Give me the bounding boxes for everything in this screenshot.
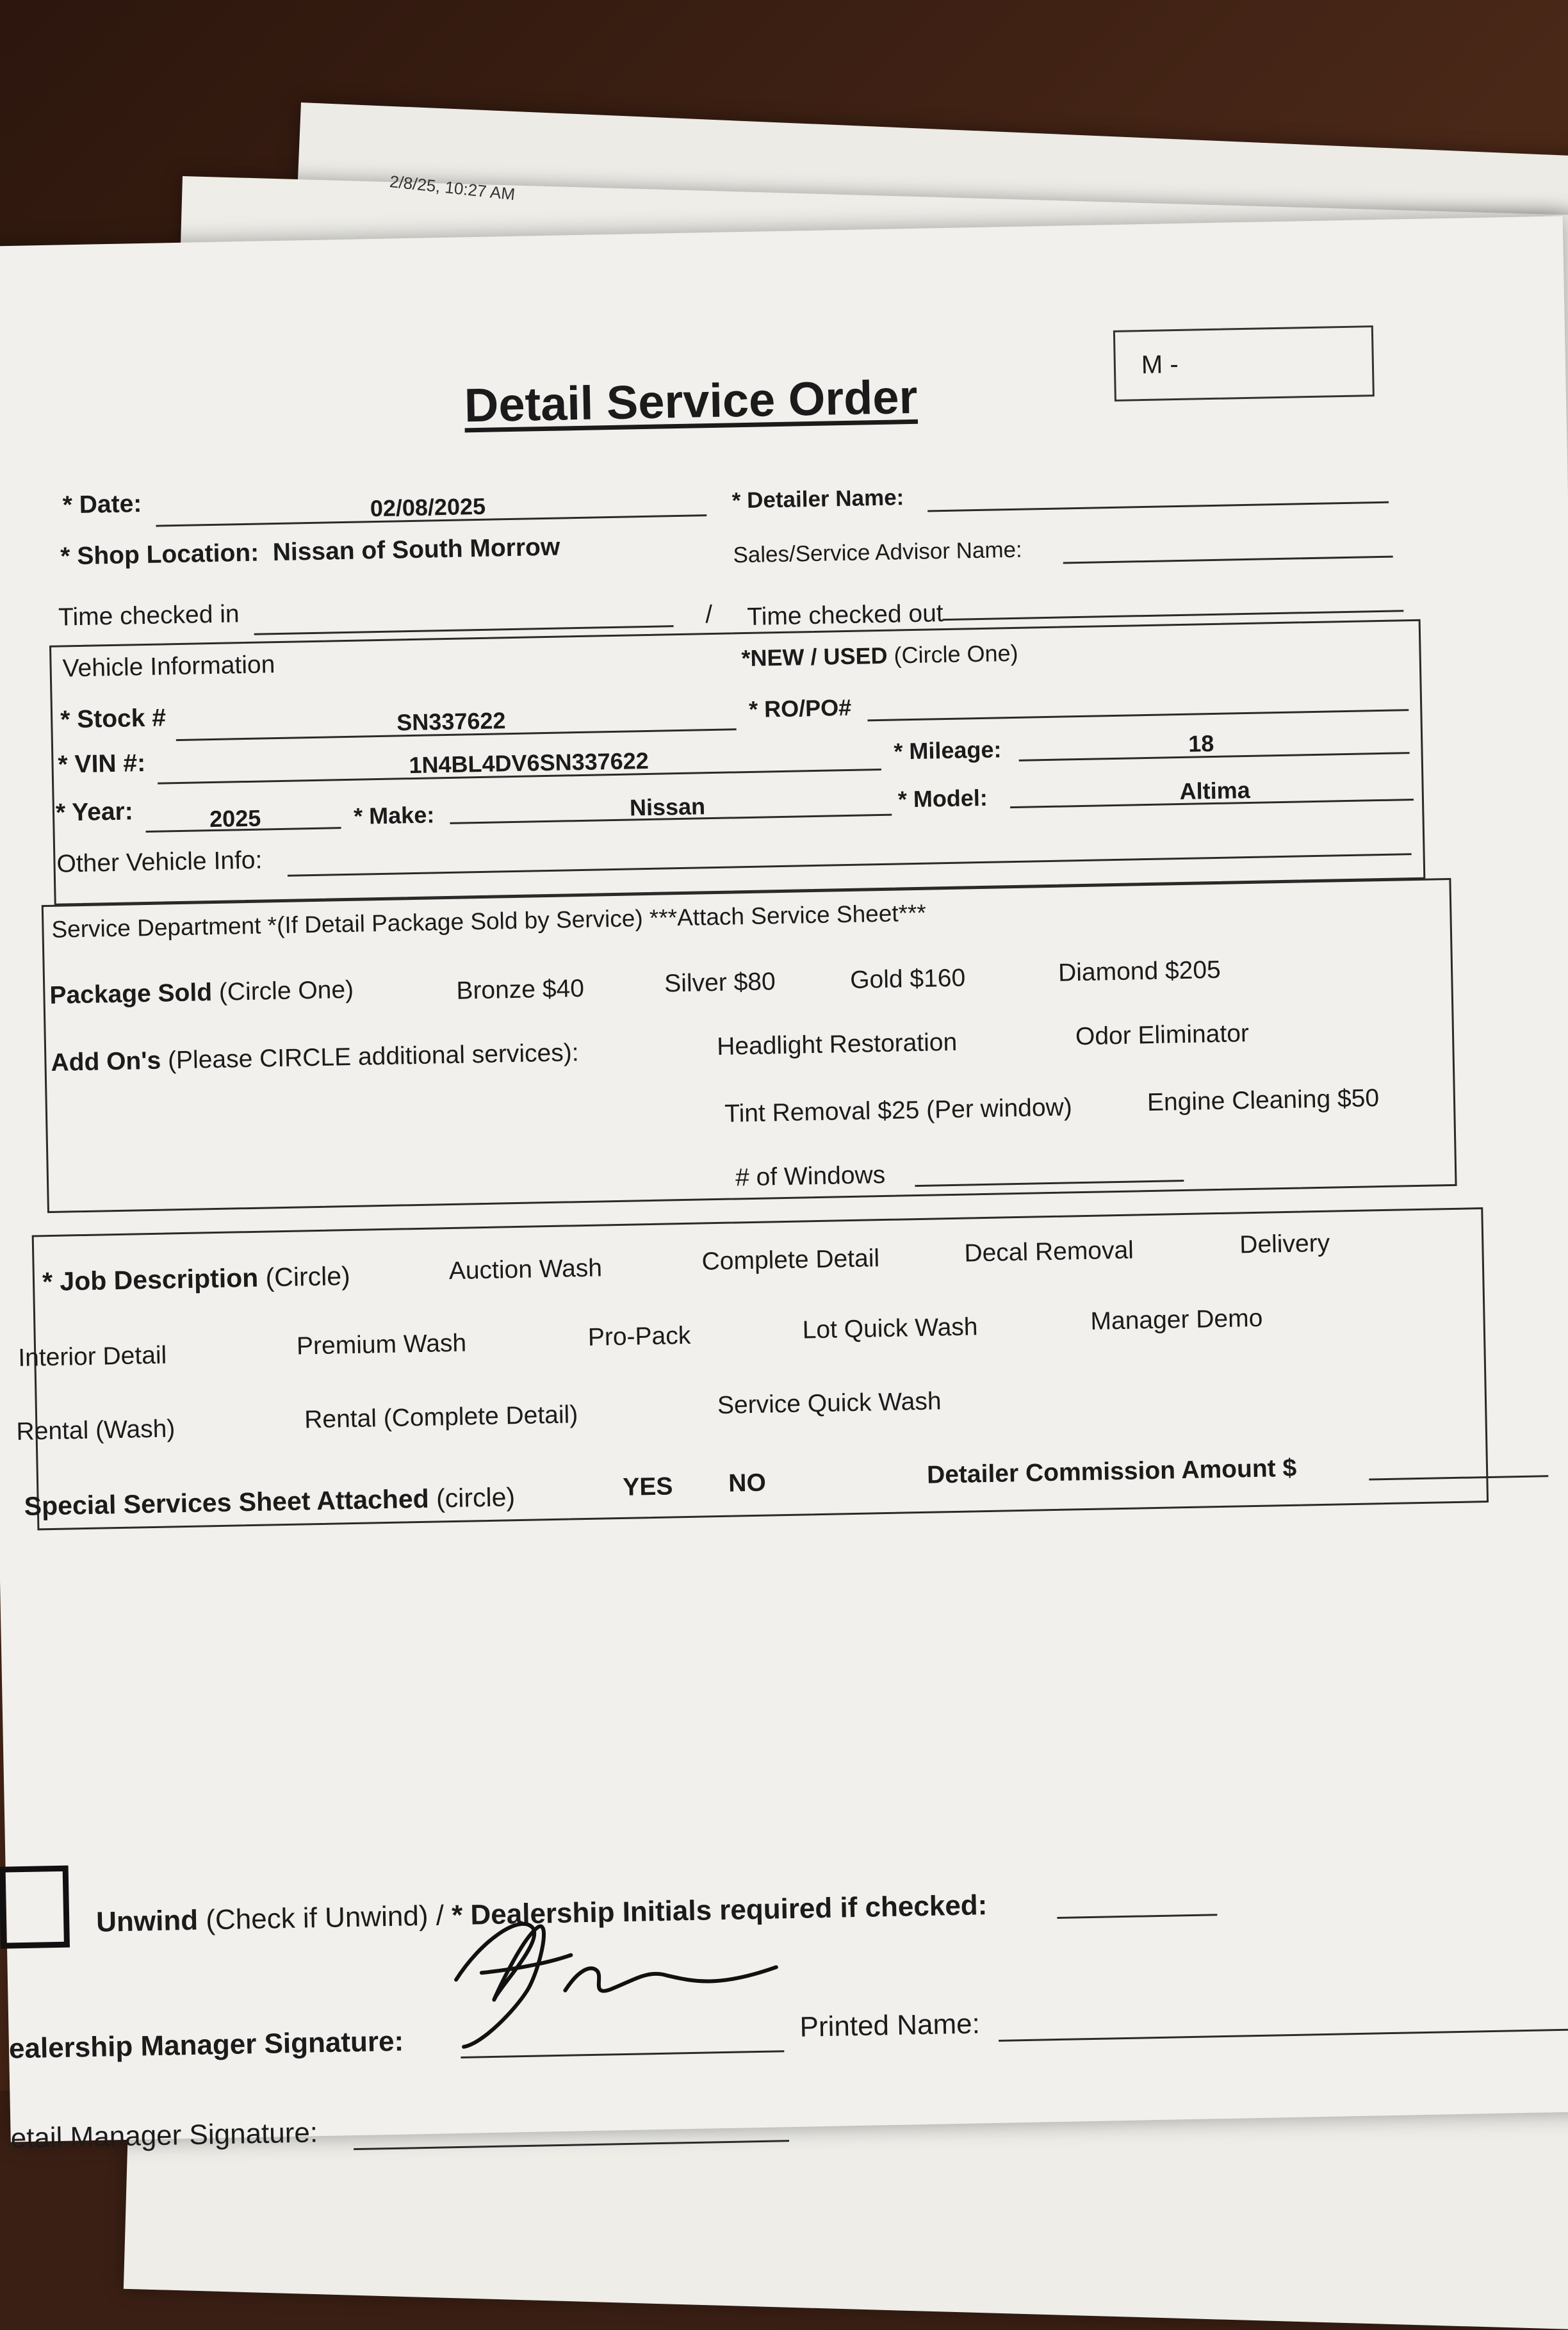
package-sold-note: (Circle One) bbox=[218, 975, 354, 1006]
dealer-manager-signature-line[interactable] bbox=[461, 2050, 784, 2058]
job-interior-detail[interactable]: Interior Detail bbox=[17, 1341, 167, 1373]
time-in-line[interactable] bbox=[254, 625, 674, 635]
special-services-yes[interactable]: YES bbox=[622, 1472, 673, 1501]
job-rental-complete-detail[interactable]: Rental (Complete Detail) bbox=[304, 1401, 578, 1434]
job-lot-quick-wash[interactable]: Lot Quick Wash bbox=[802, 1313, 978, 1344]
mileage-label: * Mileage: bbox=[894, 736, 1002, 765]
addons-note: (Please CIRCLE additional services): bbox=[167, 1039, 579, 1075]
unwind-initials-label: * Dealership Initials required if checked: bbox=[451, 1889, 988, 1932]
other-vehicle-info-label: Other Vehicle Info: bbox=[56, 846, 263, 878]
advisor-name-label: Sales/Service Advisor Name: bbox=[733, 537, 1023, 568]
new-used-note: (Circle One) bbox=[894, 639, 1018, 669]
detailer-name-line[interactable] bbox=[927, 501, 1389, 512]
package-sold-label bbox=[49, 976, 354, 1010]
job-decal-removal[interactable]: Decal Removal bbox=[964, 1236, 1134, 1267]
job-premium-wash[interactable]: Premium Wash bbox=[296, 1329, 467, 1360]
vin-label: * VIN #: bbox=[58, 749, 146, 779]
job-manager-demo[interactable]: Manager Demo bbox=[1090, 1304, 1263, 1335]
job-description-bold: * Job Description bbox=[42, 1262, 259, 1297]
special-services-bold: Special Services Sheet Attached bbox=[24, 1483, 430, 1521]
dealer-manager-signature-label: ealership Manager Signature: bbox=[8, 2025, 404, 2065]
job-delivery[interactable]: Delivery bbox=[1239, 1229, 1330, 1259]
job-rental-wash[interactable]: Rental (Wash) bbox=[16, 1415, 176, 1446]
new-used-options[interactable]: *NEW / USED bbox=[741, 642, 888, 672]
addons-bold: Add On's bbox=[51, 1047, 161, 1077]
addon-tint-removal[interactable]: Tint Removal $25 (Per window) bbox=[724, 1093, 1073, 1128]
package-sold-bold: Package Sold bbox=[49, 979, 213, 1009]
job-service-quick-wash[interactable]: Service Quick Wash bbox=[717, 1387, 942, 1420]
service-dept-header: Service Department *(If Detail Package Sold by Service) ***Attach Service Sheet*** bbox=[51, 899, 927, 943]
vin-value: 1N4BL4DV6SN337622 bbox=[409, 747, 649, 779]
order-number-label: M - bbox=[1141, 350, 1179, 380]
year-label: * Year: bbox=[55, 797, 134, 827]
time-in-label: Time checked in bbox=[58, 600, 240, 631]
ro-po-label: * RO/PO# bbox=[748, 694, 852, 722]
commission-label: Detailer Commission Amount $ bbox=[926, 1454, 1297, 1489]
windows-label: # of Windows bbox=[735, 1161, 886, 1192]
detail-manager-signature-label: etail Manager Signature: bbox=[10, 2117, 318, 2155]
make-label: * Make: bbox=[353, 801, 435, 829]
job-description-note: (Circle) bbox=[265, 1261, 351, 1292]
stock-value: SN337622 bbox=[396, 707, 506, 736]
job-auction-wash[interactable]: Auction Wash bbox=[448, 1254, 603, 1285]
unwind-checkbox[interactable] bbox=[0, 1866, 70, 1949]
year-value: 2025 bbox=[209, 804, 261, 833]
model-label: * Model: bbox=[897, 784, 988, 813]
advisor-name-line[interactable] bbox=[1063, 556, 1393, 564]
addon-engine-cleaning[interactable]: Engine Cleaning $50 bbox=[1147, 1084, 1380, 1117]
shop-location-label: * Shop Location: bbox=[60, 539, 259, 571]
detail-service-order-form bbox=[0, 216, 1568, 2155]
time-out-label: Time checked out bbox=[746, 599, 944, 631]
special-services-no[interactable]: NO bbox=[728, 1469, 767, 1497]
time-out-line[interactable] bbox=[942, 610, 1403, 621]
printed-name-line[interactable] bbox=[999, 2028, 1568, 2041]
model-value: Altima bbox=[1179, 776, 1251, 805]
shop-location-value: Nissan of South Morrow bbox=[272, 533, 560, 567]
date-value: 02/08/2025 bbox=[370, 493, 486, 522]
new-used-selector[interactable] bbox=[741, 640, 1018, 672]
time-separator: / bbox=[705, 600, 713, 629]
job-description-label bbox=[42, 1261, 350, 1297]
print-timestamp: 2/8/25, 10:27 AM bbox=[388, 172, 516, 204]
mileage-value: 18 bbox=[1188, 729, 1214, 757]
unwind-initials-line[interactable] bbox=[1057, 1914, 1217, 1919]
addon-headlight-restoration[interactable]: Headlight Restoration bbox=[716, 1028, 958, 1061]
unwind-note: (Check if Unwind) / bbox=[205, 1900, 445, 1936]
order-number-box[interactable] bbox=[1113, 325, 1375, 402]
unwind-bold: Unwind bbox=[95, 1904, 199, 1938]
shop-location bbox=[60, 534, 560, 571]
job-pro-pack[interactable]: Pro-Pack bbox=[587, 1321, 691, 1351]
date-label: * Date: bbox=[62, 490, 142, 519]
stock-label: * Stock # bbox=[60, 704, 167, 734]
job-complete-detail[interactable]: Complete Detail bbox=[701, 1244, 880, 1276]
addon-odor-eliminator[interactable]: Odor Eliminator bbox=[1075, 1020, 1250, 1051]
special-services-note: (circle) bbox=[436, 1482, 516, 1513]
package-bronze[interactable]: Bronze $40 bbox=[456, 974, 585, 1005]
package-silver[interactable]: Silver $80 bbox=[664, 968, 776, 998]
package-gold[interactable]: Gold $160 bbox=[849, 964, 966, 994]
detailer-name-label: * Detailer Name: bbox=[731, 485, 904, 514]
package-diamond[interactable]: Diamond $205 bbox=[1058, 956, 1221, 987]
form-title: Detail Service Order bbox=[464, 370, 919, 432]
printed-name-label: Printed Name: bbox=[799, 2008, 981, 2043]
make-value: Nissan bbox=[629, 793, 706, 821]
manager-signature bbox=[442, 1896, 803, 2051]
vehicle-info-label: Vehicle Information bbox=[62, 651, 275, 683]
